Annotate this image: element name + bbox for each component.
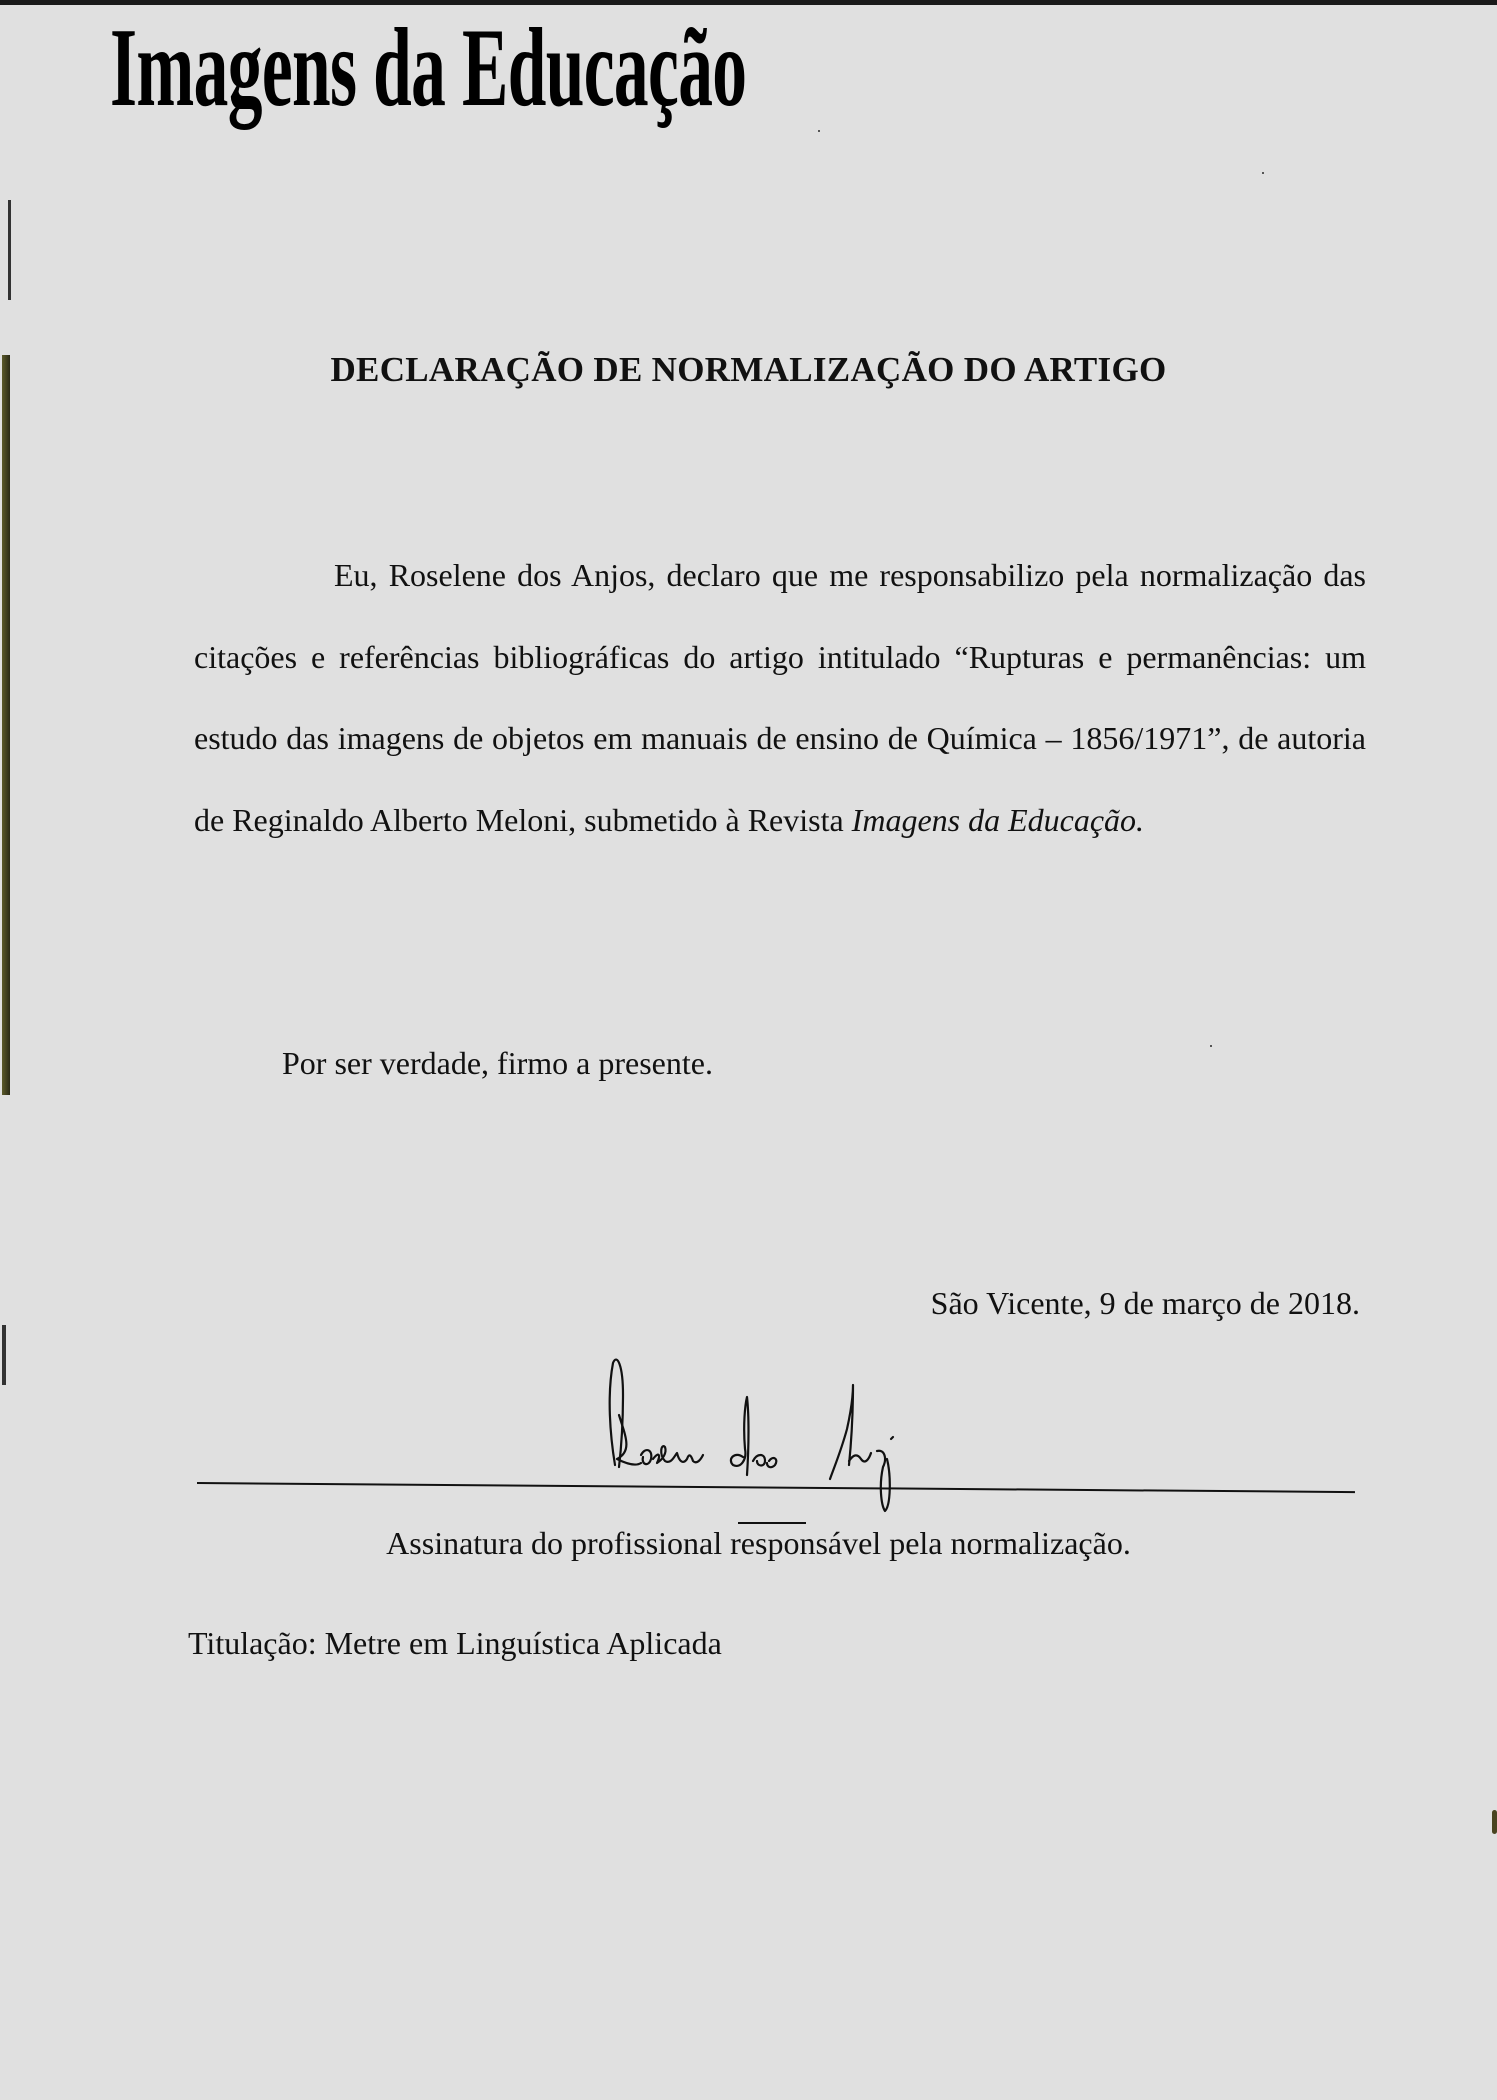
scan-top-edge — [0, 0, 1497, 5]
scan-speck — [818, 130, 820, 132]
scan-left-edge-mark — [2, 1325, 6, 1385]
document-title: DECLARAÇÃO DE NORMALIZAÇÃO DO ARTIGO — [330, 350, 1167, 389]
scan-left-edge-shadow — [2, 355, 10, 1095]
closing-statement: Por ser verdade, firmo a presente. — [282, 1045, 713, 1081]
scan-speck — [1210, 1045, 1212, 1047]
handwritten-signature — [595, 1355, 995, 1515]
professional-qualification: Titulação: Metre em Linguística Aplicada — [188, 1625, 722, 1661]
declaration-paragraph — [194, 535, 1366, 861]
scan-speck — [1262, 172, 1264, 174]
scan-left-edge-mark — [8, 200, 11, 300]
journal-masthead: Imagens da Educação — [110, 6, 747, 130]
signature-caption: Assinatura do profissional responsável pela normalização. — [386, 1525, 1131, 1561]
scan-right-edge-mark — [1492, 1810, 1497, 1834]
declaration-text: Eu, Roselene dos Anjos, declaro que me responsabilizo pela normalização das citações e referências bibliográficas do artigo intitulado “Rupturas e permanências: um estudo das imagens de objetos em manuais de ensino de Química – 1856/1971”, de autoria de Reginaldo Alberto Meloni, submetido à Revista — [194, 557, 1366, 838]
place-date: São Vicente, 9 de março de 2018. — [930, 1285, 1360, 1321]
journal-name-italic: Imagens da Educação. — [851, 801, 1145, 838]
signature-dash — [738, 1522, 806, 1524]
